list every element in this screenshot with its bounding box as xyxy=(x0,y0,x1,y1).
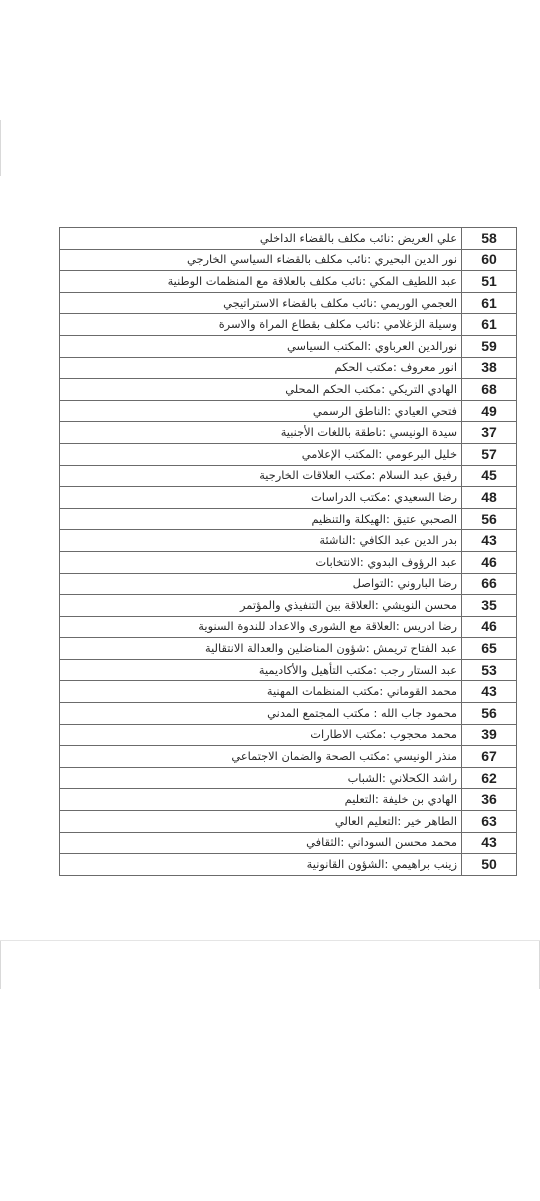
row-number: 67 xyxy=(462,746,517,768)
row-number: 46 xyxy=(462,551,517,573)
row-name-and-role: بدر الدين عبد الكافي :الناشئة xyxy=(60,530,462,552)
row-name-and-role: سيدة الونيسي :ناطقة باللغات الأجنبية xyxy=(60,422,462,444)
row-name-and-role: محمد محجوب :مكتب الاطارات xyxy=(60,724,462,746)
row-name-and-role: عبد اللطيف المكي :نائب مكلف بالعلاقة مع المنظمات الوطنية xyxy=(60,271,462,293)
table-row xyxy=(60,681,517,703)
row-number: 61 xyxy=(462,314,517,336)
row-name-and-role: زينب براهيمي :الشؤون القانونية xyxy=(60,854,462,876)
row-number: 49 xyxy=(462,400,517,422)
row-name-and-role: منذر الونيسي :مكتب الصحة والضمان الاجتماعي xyxy=(60,746,462,768)
row-name-and-role: راشد الكحلاني :الشباب xyxy=(60,767,462,789)
table-row xyxy=(60,724,517,746)
row-number: 43 xyxy=(462,681,517,703)
table-row xyxy=(60,443,517,465)
table-row xyxy=(60,379,517,401)
table-row xyxy=(60,335,517,357)
roster-table-body xyxy=(60,228,517,876)
row-name-and-role: الطاهر خير :التعليم العالي xyxy=(60,811,462,833)
row-name-and-role: نور الدين البحيري :نائب مكلف بالقضاء السياسي الخارجي xyxy=(60,249,462,271)
table-row xyxy=(60,228,517,250)
row-name-and-role: فتحي العيادي :الناطق الرسمي xyxy=(60,400,462,422)
row-number: 51 xyxy=(462,271,517,293)
row-name-and-role: عبد الرؤوف البدوي :الانتخابات xyxy=(60,551,462,573)
row-number: 38 xyxy=(462,357,517,379)
table-row xyxy=(60,508,517,530)
top-blank-area xyxy=(0,0,540,177)
row-number: 60 xyxy=(462,249,517,271)
row-number: 57 xyxy=(462,443,517,465)
row-name-and-role: عبد الستار رجب :مكتب التأهيل والأكاديمية xyxy=(60,659,462,681)
row-name-and-role: الهادي التريكي :مكتب الحكم المحلي xyxy=(60,379,462,401)
row-number: 66 xyxy=(462,573,517,595)
document-page xyxy=(0,176,540,940)
row-name-and-role: رضا ادريس :العلاقة مع الشورى والاعداد للندوة السنوية xyxy=(60,616,462,638)
row-number: 65 xyxy=(462,638,517,660)
table-row xyxy=(60,422,517,444)
table-row xyxy=(60,746,517,768)
table-row xyxy=(60,854,517,876)
row-name-and-role: الصحبي عتيق :الهيكلة والتنظيم xyxy=(60,508,462,530)
row-number: 48 xyxy=(462,487,517,509)
row-name-and-role: محسن النويشي :العلاقة بين التنفيذي والمؤتمر xyxy=(60,595,462,617)
table-row xyxy=(60,465,517,487)
row-number: 43 xyxy=(462,530,517,552)
table-row xyxy=(60,249,517,271)
row-name-and-role: علي العريض :نائب مكلف بالقضاء الداخلي xyxy=(60,228,462,250)
row-number: 59 xyxy=(462,335,517,357)
table-row xyxy=(60,573,517,595)
row-number: 63 xyxy=(462,811,517,833)
row-name-and-role: انور معروف :مكتب الحكم xyxy=(60,357,462,379)
row-name-and-role: رضا الباروني :التواصل xyxy=(60,573,462,595)
table-row xyxy=(60,811,517,833)
bottom-blank-area xyxy=(0,940,540,1201)
row-name-and-role: رفيق عبد السلام :مكتب العلاقات الخارجية xyxy=(60,465,462,487)
row-name-and-role: وسيلة الزغلامي :نائب مكلف بقطاع المراة والاسرة xyxy=(60,314,462,336)
table-row xyxy=(60,530,517,552)
row-number: 50 xyxy=(462,854,517,876)
table-row xyxy=(60,832,517,854)
row-name-and-role: محمد محسن السوداني :الثقافي xyxy=(60,832,462,854)
row-number: 68 xyxy=(462,379,517,401)
row-name-and-role: العجمي الوريمي :نائب مكلف بالقضاء الاستراتيجي xyxy=(60,292,462,314)
row-number: 58 xyxy=(462,228,517,250)
row-name-and-role: محمد القوماني :مكتب المنظمات المهنية xyxy=(60,681,462,703)
row-number: 39 xyxy=(462,724,517,746)
row-number: 56 xyxy=(462,508,517,530)
row-number: 45 xyxy=(462,465,517,487)
roster-table xyxy=(59,227,517,876)
row-number: 56 xyxy=(462,703,517,725)
row-number: 43 xyxy=(462,832,517,854)
table-row xyxy=(60,271,517,293)
row-name-and-role: رضا السعيدي :مكتب الدراسات xyxy=(60,487,462,509)
table-row xyxy=(60,551,517,573)
row-name-and-role: عبد الفتاح تريمش :شؤون المناضلين والعدالة الانتقالية xyxy=(60,638,462,660)
table-row xyxy=(60,314,517,336)
row-name-and-role: محمود جاب الله : مكتب المجتمع المدني xyxy=(60,703,462,725)
table-row xyxy=(60,638,517,660)
row-number: 35 xyxy=(462,595,517,617)
crop-edge-mark xyxy=(0,120,1,176)
row-number: 36 xyxy=(462,789,517,811)
row-name-and-role: الهادي بن خليفة :التعليم xyxy=(60,789,462,811)
table-row xyxy=(60,703,517,725)
table-row xyxy=(60,616,517,638)
table-row xyxy=(60,487,517,509)
table-row xyxy=(60,767,517,789)
table-row xyxy=(60,595,517,617)
row-number: 37 xyxy=(462,422,517,444)
table-row xyxy=(60,292,517,314)
row-name-and-role: خليل البرعومي :المكتب الإعلامي xyxy=(60,443,462,465)
table-row xyxy=(60,357,517,379)
crop-edge-mark xyxy=(0,941,1,989)
table-row xyxy=(60,400,517,422)
row-number: 62 xyxy=(462,767,517,789)
row-name-and-role: نورالدين العرباوي :المكتب السياسي xyxy=(60,335,462,357)
table-row xyxy=(60,659,517,681)
row-number: 61 xyxy=(462,292,517,314)
table-row xyxy=(60,789,517,811)
row-number: 53 xyxy=(462,659,517,681)
row-number: 46 xyxy=(462,616,517,638)
